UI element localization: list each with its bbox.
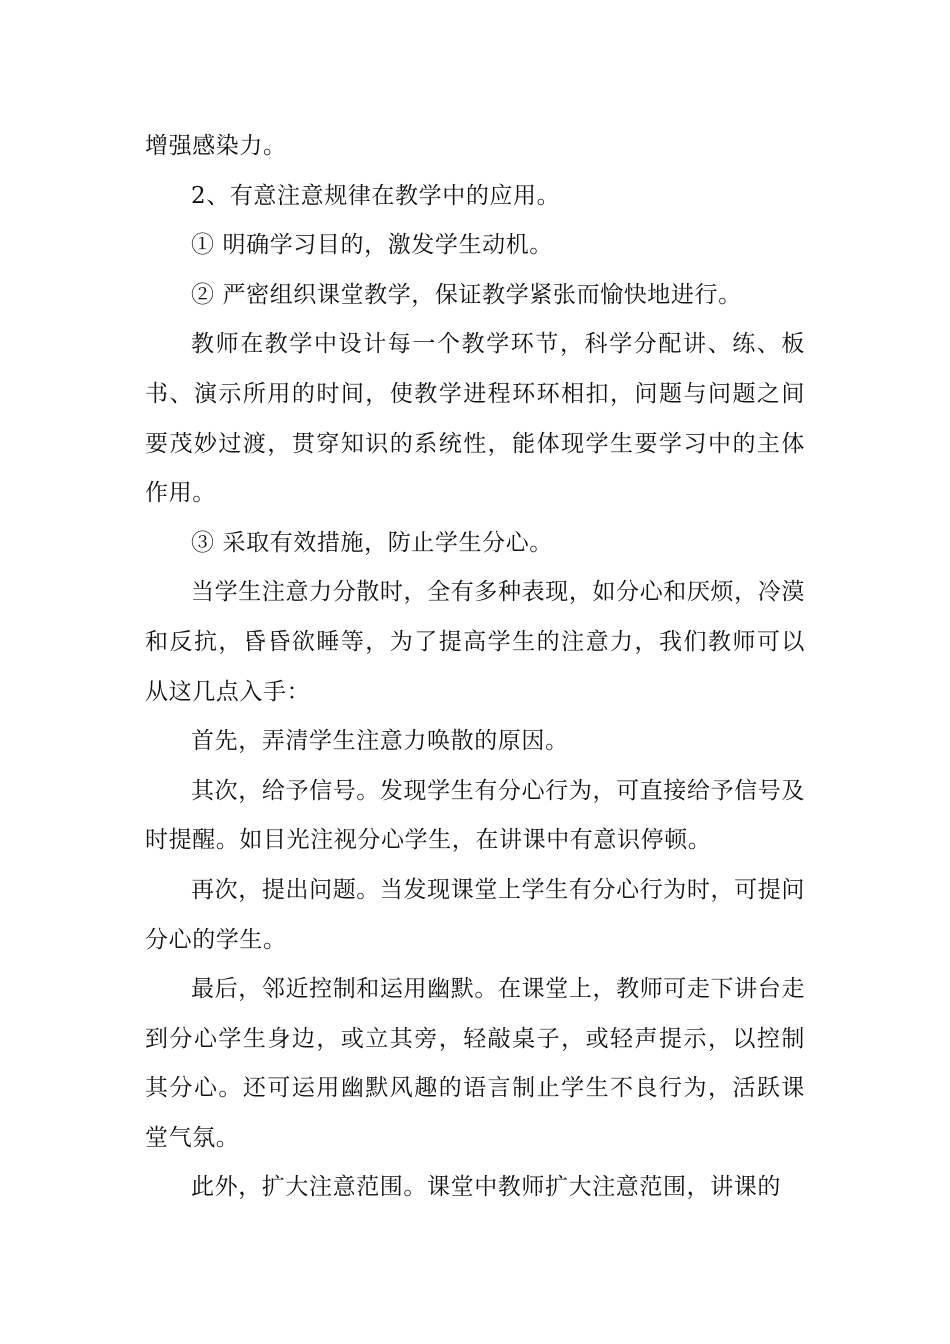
- paragraph-item-1: ① 明确学习目的，激发学生动机。: [191, 232, 553, 259]
- paragraph-second: 其次，给予信号。发现学生有分心行为，可直接给予信号及时提醒。如目光注视分心学生，在讲课中有意识停顿。: [145, 777, 805, 854]
- document-body: [145, 122, 805, 1213]
- paragraph-body: 当学生注意力分散时，全有多种表现，如分心和厌烦，冷漠和反抗，昏昏欲睡等，为了提高学生的注意力，我们教师可以从这几点入手：: [145, 579, 805, 705]
- paragraph-item-3: ③ 采取有效措施，防止学生分心。: [191, 529, 553, 556]
- paragraph-third: 再次，提出问题。当发现课堂上学生有分心行为时，可提问分心的学生。: [145, 876, 805, 953]
- paragraph-body: 教师在教学中设计每一个教学环节，科学分配讲、练、板书、演示所用的时间，使教学进程环环相扣，问题与问题之间要茂妙过渡，贯穿知识的系统性，能体现学生要学习中的主体作用。: [145, 331, 805, 507]
- paragraph-last: 最后，邻近控制和运用幽默。在课堂上，教师可走下讲台走到分心学生身边，或立其旁，轻敲桌子，或轻声提示，以控制其分心。还可运用幽默风趣的语言制止学生不良行为，活跃课堂气氛。: [145, 976, 805, 1151]
- paragraph-continuation: 增强感染力。: [145, 133, 287, 159]
- paragraph-item-2: ② 严密组织课堂教学，保证教学紧张而愉快地进行。: [191, 281, 742, 308]
- paragraph-heading-2: 2、有意注意规律在教学中的应用。: [191, 182, 561, 209]
- paragraph-additional: 此外，扩大注意范围。课堂中教师扩大注意范围，讲课的: [191, 1174, 781, 1201]
- paragraph-first: 首先，弄清学生注意力唤散的原因。: [191, 728, 569, 755]
